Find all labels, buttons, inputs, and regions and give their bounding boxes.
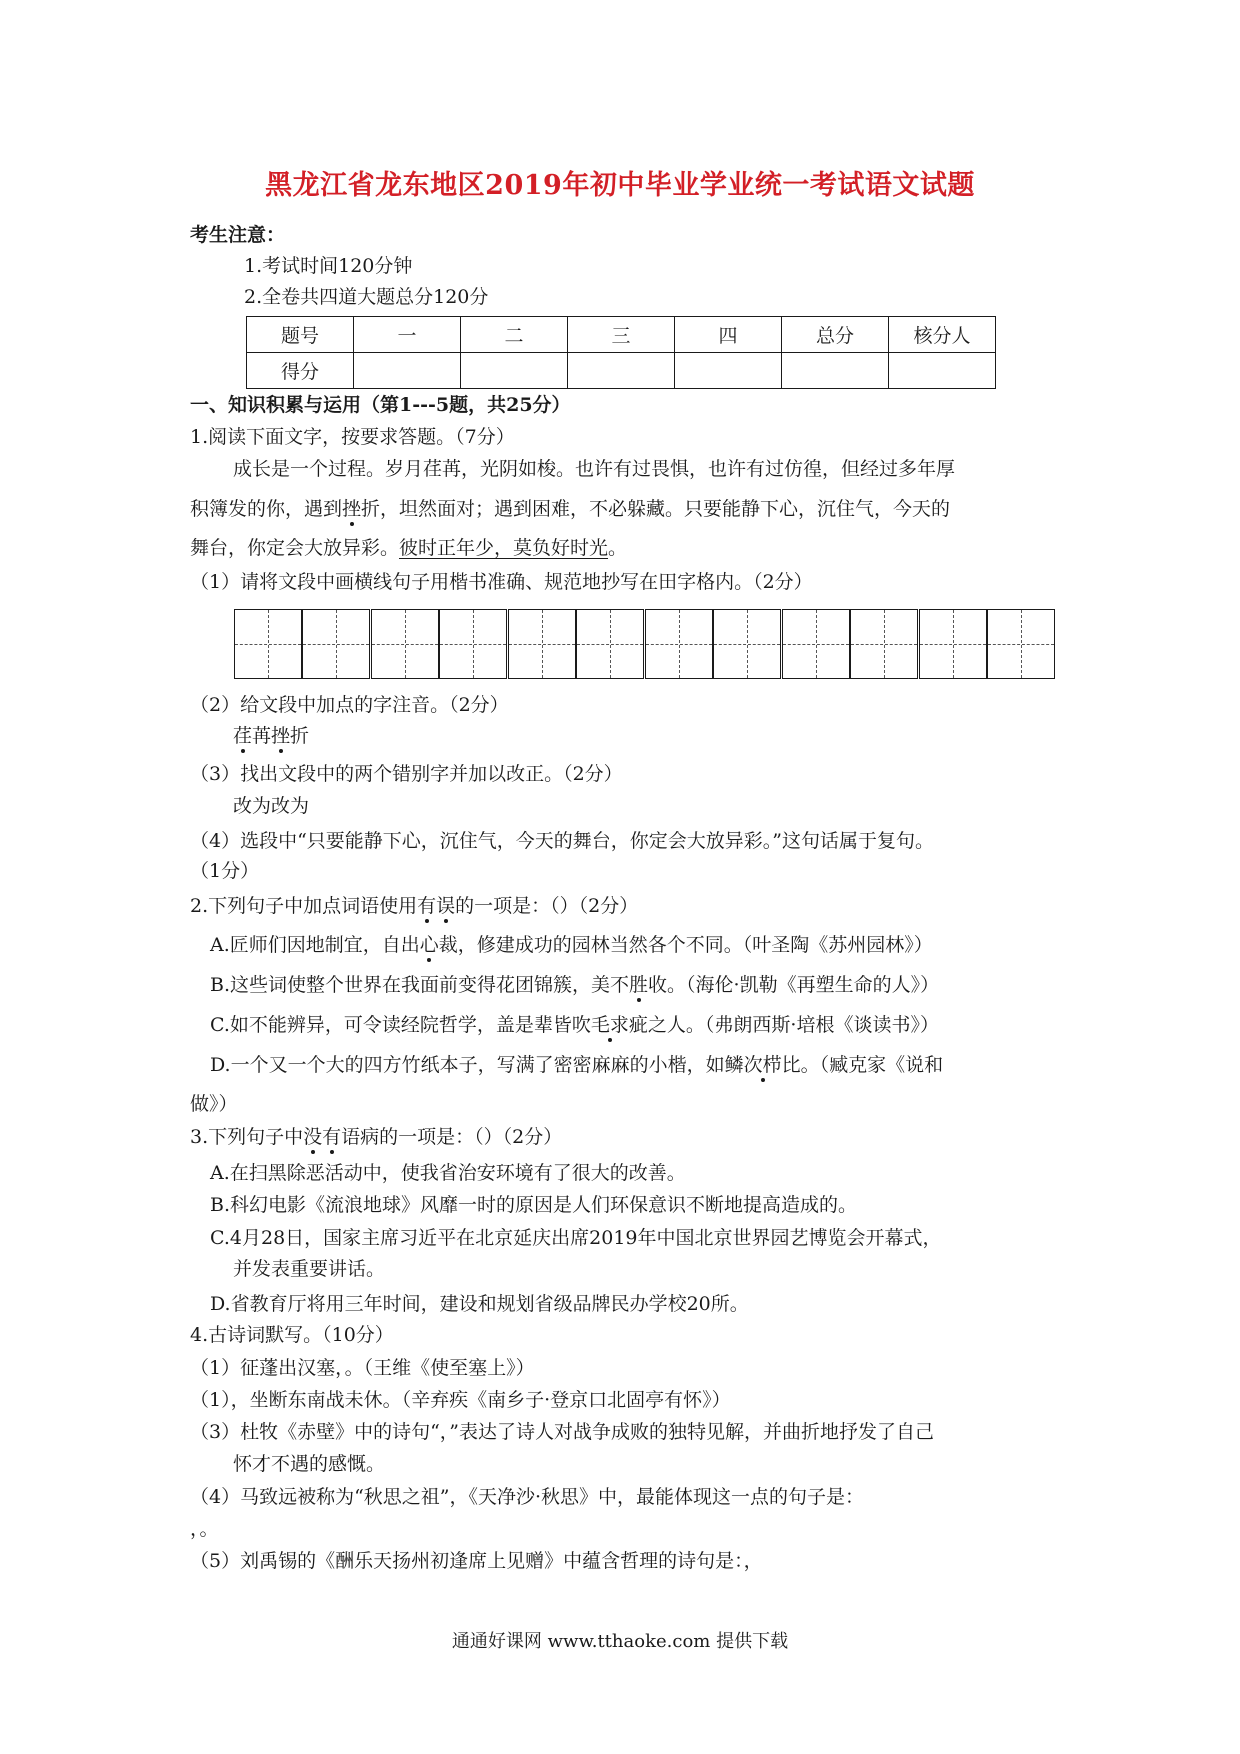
q4-sub4-line-2: ，。: [190, 1518, 219, 1540]
q1-sub2-char: 苒: [252, 725, 272, 747]
q4-sub1: （1）征蓬出汉塞，。（王维《使至塞上》）: [190, 1357, 535, 1379]
score-table-header-cell: 题号: [247, 317, 354, 353]
tianzige-cell[interactable]: [371, 609, 439, 679]
q4-sub5: （5）刘禹锡的《酬乐天扬州初逢席上见赠》中蕴含哲理的诗句是：，: [190, 1550, 763, 1572]
q3-stem-text: 3.下列句子中: [190, 1126, 304, 1148]
tianzige-cell[interactable]: [713, 609, 781, 679]
q1-passage-text: 折，坦然面对；遇到困难，不必躲藏。只要能静下心，沉住气，今天的: [361, 498, 951, 520]
score-table: [246, 316, 996, 389]
q1-sub2-char: 折: [290, 725, 310, 747]
tianzige-cell[interactable]: [987, 609, 1055, 679]
q1-sub2-words: [233, 723, 309, 749]
tianzige-cell[interactable]: [508, 609, 576, 679]
q2-option-c: [210, 1012, 939, 1038]
tianzige-cell[interactable]: [234, 609, 302, 679]
q2-option-text: D.一个又一个大的四方竹纸本子，写满了密密麻麻的小楷，如: [210, 1054, 725, 1076]
q3-option-d: D.省教育厅将用三年时间，建设和规划省级品牌民办学校20所。: [210, 1293, 749, 1315]
score-table-score-row: [247, 353, 996, 389]
q2-stem-text: 的一项是：（）（2分）: [455, 895, 639, 917]
tianzige-cell[interactable]: [302, 609, 370, 679]
notice-heading: 考生注意：: [190, 224, 286, 246]
q1-sub2-dotted-char: 挫: [271, 725, 291, 747]
q4-sub3-line-2: 怀才不遇的感慨。: [233, 1453, 386, 1475]
q3-option-c-line-1: C.4月28日，国家主席习近平在北京延庆出席2019年中国北京世界园艺博览会开幕式，: [210, 1227, 942, 1249]
q3-stem-dotted-char: 没: [303, 1126, 323, 1148]
score-table-header-cell: 总分: [782, 317, 889, 353]
q2-stem-dotted-char: 误: [436, 895, 456, 917]
q1-passage-line-2: [190, 496, 950, 522]
q2-option-text: C.如不能辨异，可令读经院哲学，盖是辈皆: [210, 1014, 572, 1036]
q1-passage-text: 舞台，你定会大放异彩。: [190, 537, 400, 559]
section1-heading: 一、知识积累与运用（第1---5题，共25分）: [190, 394, 571, 416]
q3-option-b: B.科幻电影《流浪地球》风靡一时的原因是人们环保意识不断地提高造成的。: [210, 1194, 858, 1216]
footer-source: 通通好课网 www.tthaoke.com 提供下载: [451, 1631, 789, 1652]
q1-sub2: （2）给文段中加点的字注音。（2分）: [190, 694, 509, 716]
score-table-header-cell: 三: [568, 317, 675, 353]
q1-sub3-answer: 改为改为: [233, 795, 310, 817]
score-table-header-cell: 核分人: [889, 317, 996, 353]
q3-stem-text: 语病的一项是：（）（2分）: [341, 1126, 563, 1148]
q1-passage-text: 积簿发的你，遇到: [190, 498, 343, 520]
q2-option-dotted-word: 吹毛求疵: [571, 1014, 648, 1036]
score-table-header-row: [247, 317, 996, 353]
q4-sub3-line-1: （3）杜牧《赤壁》中的诗句“，”表达了诗人对战争成败的独特见解，并曲折地抒发了自己: [190, 1421, 935, 1443]
tianzige-cell[interactable]: [919, 609, 987, 679]
tianzige-grid[interactable]: [234, 609, 1055, 679]
q3-option-c-line-2: 并发表重要讲话。: [233, 1258, 386, 1280]
q4-stem: 4.古诗词默写。（10分）: [190, 1324, 394, 1346]
q2-option-dotted-word: 出心裁: [400, 934, 458, 956]
q2-stem: [190, 893, 638, 919]
q1-passage-dotted-char: 挫: [342, 498, 362, 520]
exam-title: 黑龙江省龙东地区2019年初中毕业学业统一考试语文试题: [265, 170, 975, 201]
q2-option-dotted-word: 鳞次栉比: [724, 1054, 801, 1076]
q1-sub3: （3）找出文段中的两个错别字并加以改正。（2分）: [190, 763, 623, 785]
q2-option-text: 。（臧克家《说和: [800, 1054, 944, 1076]
score-cell[interactable]: [461, 353, 568, 389]
q1-sub2-dotted-char: 荏: [233, 725, 253, 747]
q2-option-dotted-word: 不胜收: [610, 974, 668, 996]
tianzige-cell[interactable]: [782, 609, 850, 679]
q2-option-a: [210, 932, 933, 958]
q2-option-b: [210, 972, 939, 998]
q1-sub4-line-1: （4）选段中“只要能静下心，沉住气，今天的舞台，你定会大放异彩。”这句话属于复句。: [190, 830, 935, 852]
q2-option-text: ，修建成功的园林当然各个不同。（叶圣陶《苏州园林》）: [457, 934, 933, 956]
score-cell[interactable]: [889, 353, 996, 389]
score-cell[interactable]: [568, 353, 675, 389]
score-cell[interactable]: [675, 353, 782, 389]
q2-stem-dotted-char: 有: [417, 895, 437, 917]
notice-item-2: 2.全卷共四道大题总分120分: [244, 286, 489, 308]
q1-sub4-line-2: （1分）: [190, 860, 260, 882]
q2-option-d-line-2: 做》）: [190, 1093, 238, 1115]
q3-stem: [190, 1124, 562, 1150]
q2-option-text: 。（海伦·凯勒《再塑生命的人》）: [667, 974, 940, 996]
score-table-header-cell: 一: [354, 317, 461, 353]
q1-passage-line-1: 成长是一个过程。岁月荏苒，光阴如梭。也许有过畏惧，也许有过仿徨，但经过多年厚: [233, 458, 956, 480]
q3-stem-dotted-char: 有: [322, 1126, 342, 1148]
score-table-header-cell: 二: [461, 317, 568, 353]
q1-stem: 1.阅读下面文字，按要求答题。（7分）: [190, 426, 515, 448]
q2-option-text: 之人。（弗朗西斯·培根《谈读书》）: [647, 1014, 939, 1036]
q3-option-a: A.在扫黑除恶活动中，使我省治安环境有了很大的改善。: [210, 1162, 686, 1184]
tianzige-cell[interactable]: [850, 609, 918, 679]
tianzige-cell[interactable]: [439, 609, 507, 679]
q2-stem-text: 2.下列句子中加点词语使用: [190, 895, 418, 917]
tianzige-cell[interactable]: [645, 609, 713, 679]
q1-passage-line-3: [190, 535, 627, 561]
tianzige-cell[interactable]: [576, 609, 644, 679]
score-cell[interactable]: [354, 353, 461, 389]
score-cell[interactable]: [782, 353, 889, 389]
notice-item-1: 1.考试时间120分钟: [244, 255, 413, 277]
q4-sub2: （1），坐断东南战未休。（辛弃疾《南乡子·登京口北固亭有怀》）: [190, 1389, 731, 1411]
q1-sub1: （1）请将文段中画横线句子用楷书准确、规范地抄写在田字格内。（2分）: [190, 571, 813, 593]
q1-underlined-sentence: 彼时正年少，莫负好时光: [399, 537, 609, 559]
score-table-header-cell: 四: [675, 317, 782, 353]
q2-option-d: [210, 1052, 943, 1078]
score-table-row-label: 得分: [247, 353, 354, 389]
q2-option-text: A.匠师们因地制宜，自: [210, 934, 401, 956]
q2-option-text: B.这些词使整个世界在我面前变得花团锦簇，美: [210, 974, 611, 996]
q4-sub4-line-1: （4）马致远被称为“秋思之祖”，《天净沙·秋思》中，最能体现这一点的句子是：: [190, 1486, 865, 1508]
q1-passage-text: 。: [608, 537, 628, 559]
